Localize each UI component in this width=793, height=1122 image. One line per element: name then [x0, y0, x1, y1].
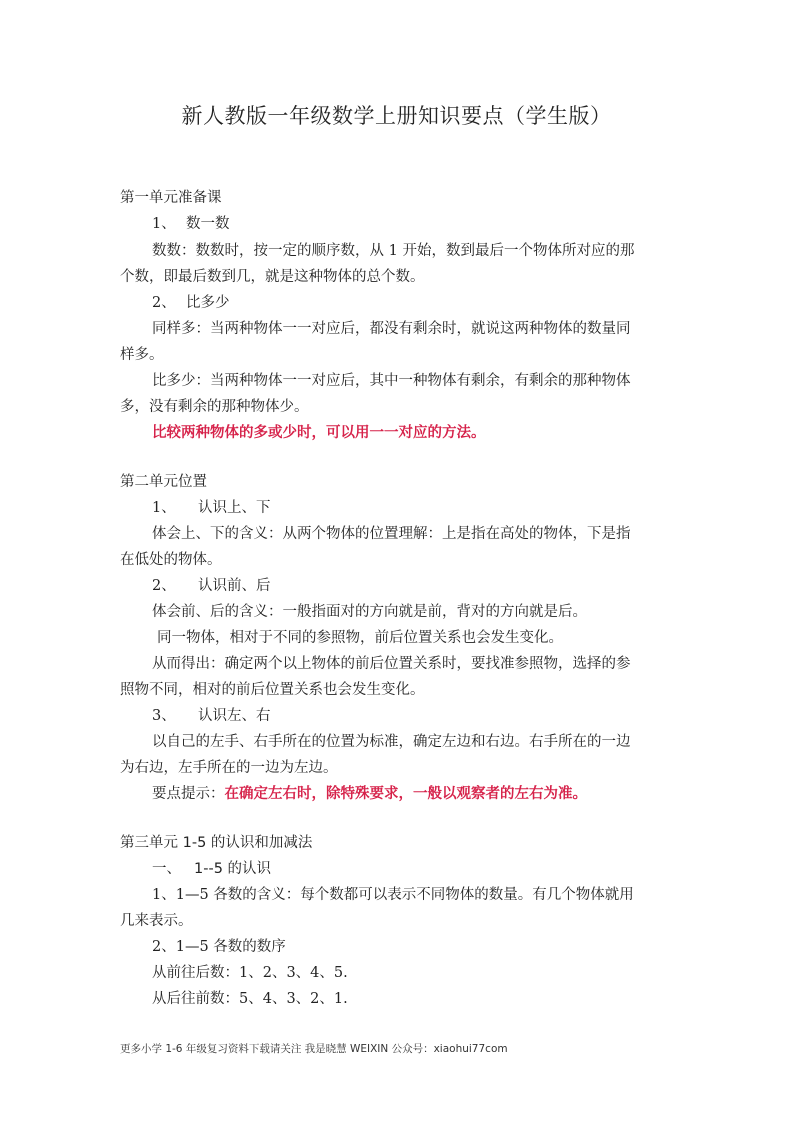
paragraph-line: 同样多：当两种物体一一对应后，都没有剩余时，就说这两种物体的数量同	[152, 321, 631, 337]
unit2-heading: 第二单元位置	[120, 474, 207, 490]
paragraph-line: 在低处的物体。	[120, 552, 222, 568]
section-number: 1、	[152, 216, 176, 232]
paragraph-line: 数数：数数时，按一定的顺序数，从 1 开始，数到最后一个物体所对应的那	[152, 243, 635, 259]
paragraph-line: 从而得出：确定两个以上物体的前后位置关系时，要找准参照物，选择的参	[152, 656, 631, 672]
section-number: 1、	[152, 500, 176, 516]
unit1-section1	[152, 212, 230, 233]
section-number: 一、	[152, 861, 181, 877]
paragraph-line: 个数，即最后数到几，就是这种物体的总个数。	[120, 269, 425, 285]
unit1-heading: 第一单元准备课	[120, 190, 222, 206]
unit2-section3	[152, 704, 271, 725]
section-title: 数一数	[186, 216, 230, 232]
tip-label: 要点提示：	[152, 786, 225, 802]
paragraph-line: 同一物体，相对于不同的参照物，前后位置关系也会发生变化。	[157, 630, 563, 646]
paragraph-line: 体会上、下的含义：从两个物体的位置理解：上是指在高处的物体，下是指	[152, 526, 631, 542]
paragraph-line: 2、1—5 各数的数序	[152, 939, 286, 955]
section-number: 3、	[152, 708, 176, 724]
section-title: 1--5 的认识	[194, 861, 272, 877]
paragraph-line: 从后往前数：5、4、3、2、1.	[152, 991, 348, 1007]
unit2-section2	[152, 574, 271, 595]
paragraph-line: 照物不同，相对的前后位置关系也会发生变化。	[120, 682, 425, 698]
section-title: 比多少	[186, 295, 230, 311]
unit1-section2	[152, 291, 230, 312]
section-number: 2、	[152, 295, 176, 311]
unit2-section1	[152, 496, 271, 517]
paragraph-line: 样多。	[120, 347, 164, 363]
section-title: 认识左、右	[198, 708, 271, 724]
unit3-heading: 第三单元 1-5 的认识和加减法	[120, 835, 313, 851]
highlight-text: 比较两种物体的多或少时，可以用一一对应的方法。	[152, 424, 486, 441]
paragraph-line: 几来表示。	[120, 913, 193, 929]
page-footer: 更多小学 1-6 年级复习资料下载请关注 我是晓慧 WEIXIN 公众号：xiaohui77com	[120, 1043, 508, 1055]
tip-line	[152, 782, 587, 803]
section-title: 认识前、后	[198, 578, 271, 594]
paragraph-line: 从前往后数：1、2、3、4、5.	[152, 965, 348, 981]
section-title: 认识上、下	[198, 500, 271, 516]
section-number: 2、	[152, 578, 176, 594]
highlight-text: 在确定左右时，除特殊要求，一般以观察者的左右为准。	[224, 785, 587, 802]
document-title: 新人教版一年级数学上册知识要点（学生版）	[181, 104, 612, 128]
paragraph-line: 以自己的左手、右手所在的位置为标准，确定左边和右边。右手所在的一边	[152, 734, 631, 750]
paragraph-line: 为右边，左手所在的一边为左边。	[120, 760, 338, 776]
paragraph-line: 比多少：当两种物体一一对应后，其中一种物体有剩余，有剩余的那种物体	[152, 373, 631, 389]
unit3-section1	[152, 857, 271, 878]
paragraph-line: 1、1—5 各数的含义：每个数都可以表示不同物体的数量。有几个物体就用	[152, 887, 634, 903]
paragraph-line: 体会前、后的含义：一般指面对的方向就是前，背对的方向就是后。	[152, 604, 587, 620]
paragraph-line: 多，没有剩余的那种物体少。	[120, 399, 309, 415]
